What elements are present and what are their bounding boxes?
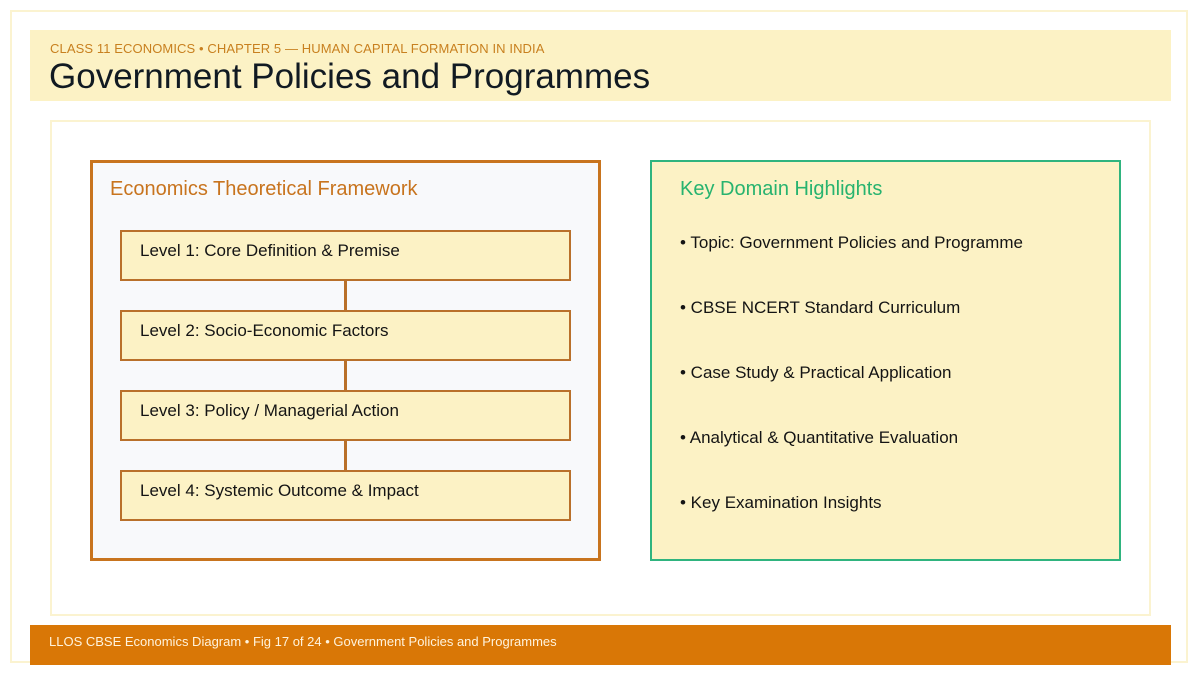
highlight-item: • Key Examination Insights	[680, 493, 882, 512]
highlights-title: Key Domain Highlights	[680, 178, 883, 200]
level-1-box	[120, 230, 571, 281]
footer-caption: LLOS CBSE Economics Diagram • Fig 17 of 24 • Government Policies and Programmes	[49, 634, 557, 649]
level-2-label: Level 2: Socio-Economic Factors	[140, 321, 389, 340]
connector-3-4	[344, 441, 347, 470]
chapter-kicker: CLASS 11 ECONOMICS • CHAPTER 5 — HUMAN CAPITAL FORMATION IN INDIA	[50, 41, 545, 56]
page-title: Government Policies and Programmes	[49, 57, 651, 96]
level-4-label: Level 4: Systemic Outcome & Impact	[140, 481, 419, 500]
framework-title: Economics Theoretical Framework	[110, 178, 418, 200]
slide-footer	[30, 625, 1171, 665]
highlight-item: • Topic: Government Policies and Programme	[680, 233, 1023, 252]
slide-header	[30, 30, 1171, 101]
level-1-label: Level 1: Core Definition & Premise	[140, 241, 400, 260]
highlight-item: • Analytical & Quantitative Evaluation	[680, 428, 959, 447]
highlight-item: • Case Study & Practical Application	[680, 363, 952, 382]
level-2-box	[120, 310, 571, 361]
highlight-item: • CBSE NCERT Standard Curriculum	[680, 298, 961, 317]
connector-2-3	[344, 361, 347, 390]
level-3-box	[120, 390, 571, 441]
connector-1-2	[344, 281, 347, 310]
level-3-label: Level 3: Policy / Managerial Action	[140, 401, 399, 420]
level-4-box	[120, 470, 571, 521]
